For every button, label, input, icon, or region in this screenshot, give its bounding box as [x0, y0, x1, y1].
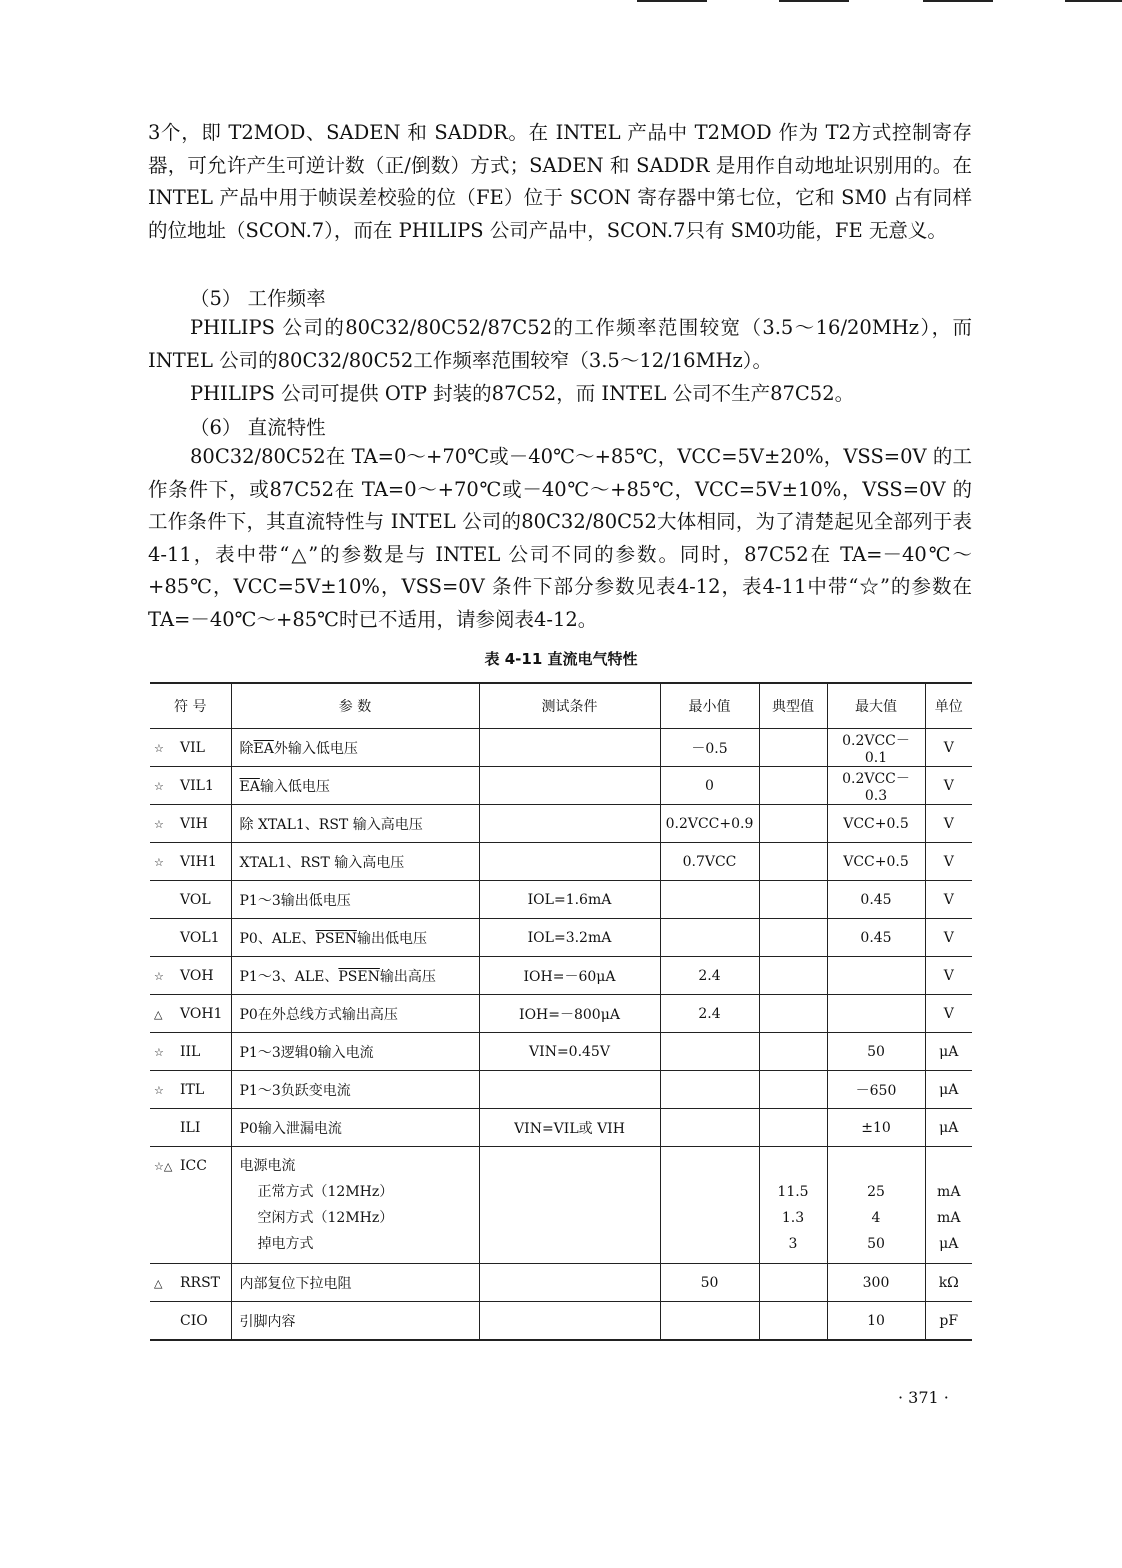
heading-frequency: （5） 工作频率 — [190, 287, 326, 310]
top-rule — [779, 0, 849, 2]
cell-symbol — [150, 957, 231, 995]
symbol-text: VIH — [180, 815, 208, 832]
icc-typ: 3 — [788, 1236, 798, 1252]
table-row — [150, 995, 972, 1033]
cell-param: 除 XTAL1、RST 输入高电压 — [231, 805, 479, 843]
cell-min — [660, 1147, 759, 1264]
cell-symbol — [150, 1264, 231, 1302]
table-row — [150, 1071, 972, 1109]
cell-max: －650 — [827, 1071, 925, 1109]
cell-param: 除$\overline{EA}$外输入低电压 — [231, 729, 479, 767]
cell-typ — [759, 767, 827, 805]
cell-unit: μA — [925, 1109, 972, 1147]
cell-param: P1～3负跃变电流 — [231, 1071, 479, 1109]
symbol-text: ITL — [180, 1081, 205, 1098]
symbol-text: VIL — [180, 739, 205, 756]
symbol-text: ICC — [180, 1158, 207, 1174]
row-mark: ☆△ — [154, 1160, 173, 1173]
cell-unit: μA — [925, 1071, 972, 1109]
cell-symbol — [150, 881, 231, 919]
cell-cond — [479, 843, 660, 881]
table-row — [150, 957, 972, 995]
cell-unit: V — [925, 767, 972, 805]
table-row — [150, 729, 972, 767]
row-mark: ☆ — [154, 741, 164, 755]
symbol-text: VOH — [180, 967, 214, 984]
icc-line-label: 掉电方式 — [257, 1236, 314, 1252]
cell-param: P0、ALE、PSEN输出低电压 — [231, 919, 479, 957]
table-row — [150, 1109, 972, 1147]
cell-typ — [759, 1109, 827, 1147]
cell-min — [660, 881, 759, 919]
paragraph-registers: 3个，即 T2MOD、SADEN 和 SADDR。在 INTEL 产品中 T2MOD 作为 T2方式控制寄存器，可允许产生可逆计数（正/倒数）方式；SADEN 和 SADDR 是用作自动地址识别用的。在 INTEL 产品中用于帧误差校验的位（FE）位于 SCON 寄存器中第七位，它和 SM0 占有同样的位地址（SCON.7），而在 PHILIPS 公司产品中，SCON.7只有 SM0功能，FE 无意义。 — [148, 121, 972, 242]
cell-cond: IOL=1.6mA — [479, 881, 660, 919]
top-rule — [923, 0, 993, 2]
cell-min: 0 — [660, 767, 759, 805]
paragraph-otp: PHILIPS 公司可提供 OTP 封装的87C52，而 INTEL 公司不生产87C52。 — [190, 382, 855, 405]
icc-line-label: 正常方式（12MHz） — [257, 1184, 394, 1200]
cell-min — [660, 1109, 759, 1147]
cell-param: P1～3逻辑0输入电流 — [231, 1033, 479, 1071]
cell-unit: V — [925, 919, 972, 957]
cell-symbol — [150, 843, 231, 881]
cell-unit: pF — [925, 1302, 972, 1341]
icc-line-label: 空闲方式（12MHz） — [257, 1210, 394, 1226]
cell-max — [827, 995, 925, 1033]
symbol-text: RRST — [180, 1274, 221, 1291]
cell-symbol — [150, 1109, 231, 1147]
cell-unit: V — [925, 805, 972, 843]
cell-param: $\overline{EA}$输入低电压 — [231, 767, 479, 805]
table-row — [150, 1302, 972, 1341]
icc-unit: μA — [939, 1236, 959, 1252]
row-mark: ☆ — [154, 855, 164, 869]
header-max: 最大值 — [827, 683, 925, 729]
cell-cond — [479, 805, 660, 843]
cell-cond — [479, 1264, 660, 1302]
row-mark: ☆ — [154, 1083, 164, 1097]
top-rule — [1065, 0, 1122, 2]
cell-param: XTAL1、RST 输入高电压 — [231, 843, 479, 881]
cell-unit: V — [925, 729, 972, 767]
cell-max: VCC+0.5 — [827, 805, 925, 843]
symbol-text: ILI — [180, 1119, 201, 1136]
cell-cond — [479, 1147, 660, 1264]
table-row — [150, 919, 972, 957]
cell-min: 0.7VCC — [660, 843, 759, 881]
page-number: · 371 · — [898, 1388, 949, 1407]
cell-typ — [759, 1264, 827, 1302]
paragraph-dc: 80C32/80C52在 TA=0～+70℃或－40℃～+85℃，VCC=5V±20%，VSS=0V 的工作条件下，或87C52在 TA=0～+70℃或－40℃～+85℃，VCC=5V±10%，VSS=0V 的工作条件下，其直流特性与 INTEL 公司的80C32/80C52大体相同，为了清楚起见全部列于表4-11，表中带“△”的参数是与 INTEL 公司不同的参数。同时，87C52在 TA=－40℃～+85℃，VCC=5V±10%，VSS=0V 条件下部分参数见表4-12，表4-11中带“☆”的参数在 TA=－40℃～+85℃时已不适用，请参阅表4-12。 — [148, 445, 972, 631]
cell-cond — [479, 1071, 660, 1109]
cell-typ — [759, 1071, 827, 1109]
cell-min — [660, 919, 759, 957]
cell-max: 0.2VCC－0.1 — [827, 729, 925, 767]
row-mark: ☆ — [154, 779, 164, 793]
top-rule — [637, 0, 707, 2]
row-mark: ☆ — [154, 969, 164, 983]
header-min: 最小值 — [660, 683, 759, 729]
cell-typ — [759, 1302, 827, 1341]
header-cond: 测试条件 — [479, 683, 660, 729]
cell-symbol — [150, 767, 231, 805]
cell-max — [827, 1147, 925, 1264]
icc-typ: 11.5 — [777, 1184, 809, 1200]
cell-min — [660, 1302, 759, 1341]
symbol-text: VIH1 — [180, 853, 217, 870]
cell-unit: V — [925, 995, 972, 1033]
cell-symbol — [150, 919, 231, 957]
cell-max: 0.2VCC－0.3 — [827, 767, 925, 805]
cell-min: －0.5 — [660, 729, 759, 767]
cell-symbol — [150, 995, 231, 1033]
cell-unit: V — [925, 843, 972, 881]
cell-max — [827, 957, 925, 995]
cell-max: 0.45 — [827, 881, 925, 919]
table-caption: 表 4-11 直流电气特性 — [484, 650, 638, 668]
cell-cond: IOH=－800μA — [479, 995, 660, 1033]
cell-symbol — [150, 729, 231, 767]
symbol-text: IIL — [180, 1043, 201, 1060]
header-symbol: 符 号 — [150, 683, 231, 729]
table-header-row — [150, 683, 972, 729]
table-row — [150, 1264, 972, 1302]
cell-cond — [479, 1302, 660, 1341]
table-row — [150, 881, 972, 919]
cell-max: 10 — [827, 1302, 925, 1341]
icc-max: 50 — [867, 1236, 885, 1252]
cell-symbol — [150, 1033, 231, 1071]
cell-unit: V — [925, 957, 972, 995]
table-row-icc — [150, 1147, 972, 1264]
cell-min — [660, 1033, 759, 1071]
cell-symbol — [150, 1147, 231, 1264]
cell-unit: V — [925, 881, 972, 919]
cell-max: ±10 — [827, 1109, 925, 1147]
table-row — [150, 1033, 972, 1071]
symbol-text: CIO — [180, 1312, 208, 1329]
cell-typ — [759, 919, 827, 957]
cell-symbol — [150, 805, 231, 843]
cell-symbol — [150, 1071, 231, 1109]
header-param: 参 数 — [231, 683, 479, 729]
heading-dc: （6） 直流特性 — [190, 416, 326, 439]
cell-typ — [759, 729, 827, 767]
cell-typ — [759, 957, 827, 995]
cell-max: VCC+0.5 — [827, 843, 925, 881]
cell-min: 50 — [660, 1264, 759, 1302]
cell-cond: IOH=－60μA — [479, 957, 660, 995]
cell-unit: μA — [925, 1033, 972, 1071]
cell-unit — [925, 1147, 972, 1264]
cell-cond: IOL=3.2mA — [479, 919, 660, 957]
row-mark: △ — [154, 1276, 163, 1290]
cell-max: 300 — [827, 1264, 925, 1302]
dc-characteristics-table — [150, 682, 972, 1341]
table-row — [150, 805, 972, 843]
cell-typ — [759, 805, 827, 843]
cell-param: 内部复位下拉电阻 — [231, 1264, 479, 1302]
header-typ: 典型值 — [759, 683, 827, 729]
icc-unit: mA — [937, 1184, 961, 1200]
symbol-text: VOL — [180, 891, 211, 908]
cell-param: P1～3输出低电压 — [231, 881, 479, 919]
cell-param: 引脚内容 — [231, 1302, 479, 1341]
icc-unit: mA — [937, 1210, 961, 1226]
cell-param: P1～3、ALE、PSEN输出高压 — [231, 957, 479, 995]
cell-cond: VIN=0.45V — [479, 1033, 660, 1071]
cell-cond: VIN=VIL或 VIH — [479, 1109, 660, 1147]
symbol-text: VOH1 — [180, 1005, 223, 1022]
symbol-text: VIL1 — [180, 777, 214, 794]
paragraph-frequency: PHILIPS 公司的80C32/80C52/87C52的工作频率范围较宽（3.5～16/20MHz），而 INTEL 公司的80C32/80C52工作频率范围较窄（3.5～12/16MHz）。 — [148, 316, 972, 372]
header-unit: 单位 — [925, 683, 972, 729]
cell-param: P0输入泄漏电流 — [231, 1109, 479, 1147]
cell-cond — [479, 729, 660, 767]
cell-max: 0.45 — [827, 919, 925, 957]
cell-max: 50 — [827, 1033, 925, 1071]
icc-title: 电源电流 — [239, 1158, 296, 1174]
cell-typ — [759, 1033, 827, 1071]
cell-min — [660, 1071, 759, 1109]
cell-min: 2.4 — [660, 995, 759, 1033]
icc-max: 25 — [867, 1184, 885, 1200]
symbol-text: VOL1 — [180, 929, 220, 946]
table-row — [150, 767, 972, 805]
row-mark: △ — [154, 1007, 163, 1021]
cell-unit: kΩ — [925, 1264, 972, 1302]
cell-symbol — [150, 1302, 231, 1341]
cell-cond — [479, 767, 660, 805]
cell-min: 2.4 — [660, 957, 759, 995]
icc-typ: 1.3 — [781, 1210, 805, 1226]
row-mark: ☆ — [154, 1045, 164, 1059]
cell-typ — [759, 881, 827, 919]
cell-param — [231, 1147, 479, 1264]
row-mark: ☆ — [154, 817, 164, 831]
cell-typ — [759, 1147, 827, 1264]
cell-typ — [759, 843, 827, 881]
icc-max: 4 — [871, 1210, 881, 1226]
cell-min: 0.2VCC+0.9 — [660, 805, 759, 843]
cell-typ — [759, 995, 827, 1033]
cell-param: P0在外总线方式输出高压 — [231, 995, 479, 1033]
table-row — [150, 843, 972, 881]
